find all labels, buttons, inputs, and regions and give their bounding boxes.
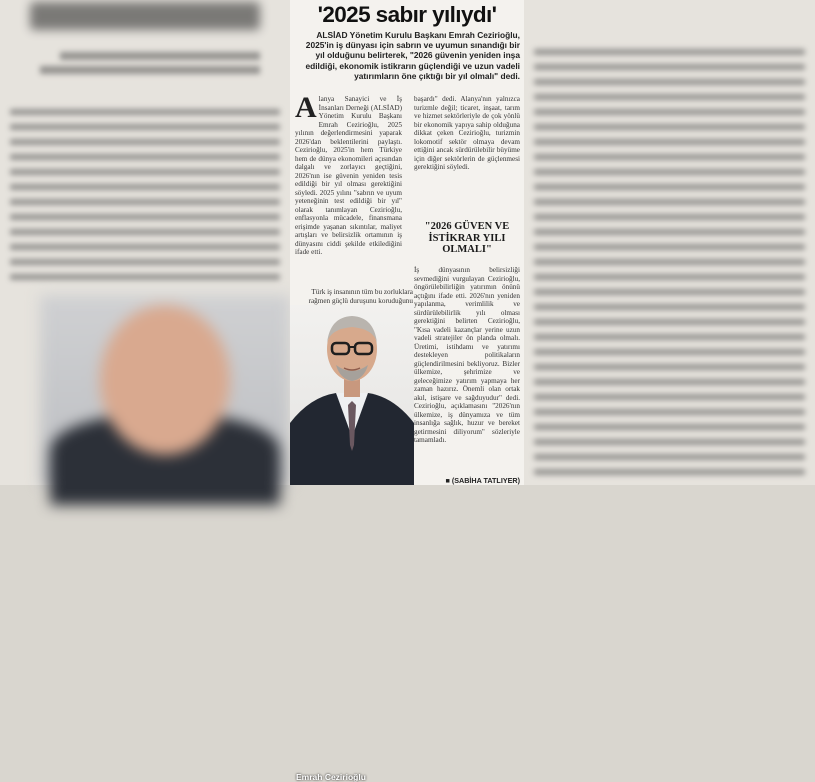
blurred-lead-line <box>40 66 260 74</box>
article-column-left <box>295 91 402 257</box>
column-right-text-1: başardı" dedi. Alanya'nın yalnızca turizmle değil; ticaret, inşaat, tarım ve hizmet sektörleriyle de çok yönlü bir ekonomik yapıya sahip olduğuna dikkat çeken Cezirioğlu, turizmin lokomotif sektör olmaya devam ettiğini ancak sürdürülebilir büyüme için diğer sektörlerin de güçlenmesi gerektiğini söyledi. <box>414 95 520 171</box>
column-left-text: lanya Sanayici ve İş İnsanları Derneği (ALSİAD) Yönetim Kurulu Başkanı Emrah Cezirioğlu, 2025 yılının değerlendirmesini yaparak 2026'dan beklentilerini paylaştı. Cezirioğlu, 2025'in hem Türkiye hem de dünya ekonomileri açısından dalgalı ve zorlayıcı geçtiğini, 2026'nın ise güvenin yeniden tesis edildiği bir yıl olması gerektiğini söyledi. 2025 yılını "sabrın ve uyum yeteneğinin test edildiği bir yıl" olarak tanımlayan Cezirioğlu, enflasyonla mücadele, finansmana erişimde yaşanan sıkıntılar, maliyet artışları ve belirsizlik ortamının iş dünyasını ciddi şekilde etkilediğini ifade etti. <box>295 95 402 256</box>
article-lead: ALSİAD Yönetim Kurulu Başkanı Emrah Cezirioğlu, 2025'in iş dünyası için sabrın ve uyumun sınandığı bir yıl olduğunu belirterek, "2026 güvenin yeniden inşa edildiği, ekonomik istikrarın güçlendiği ve uzun vadeli yatırımların öne çıktığı bir yıl olmalı" dedi. <box>305 30 520 81</box>
column-wrap-text: Türk iş insanının tüm bu zorluklara rağmen güçlü duruşunu koruduğunu <box>308 288 413 305</box>
article-headline: '2025 sabır yılıydı' <box>317 2 497 27</box>
article-column-right <box>414 95 520 172</box>
photo-caption: Emrah Cezirioğlu <box>296 772 366 782</box>
blurred-left-page <box>0 0 290 485</box>
article-column-right-lower <box>414 266 520 445</box>
article-byline: ■ (SABİHA TATLIYER) <box>445 476 520 485</box>
blurred-body-text <box>534 40 805 485</box>
portrait-photo <box>290 305 414 782</box>
blurred-portrait <box>40 295 290 485</box>
drop-cap: A <box>295 91 317 124</box>
column-right-text-2: İş dünyasının belirsizliği sevmediğini vurgulayan Cezirioğlu, öngörülebilirliğin yatırımın önünü açtığını ifade etti. 2026'nın yeniden yapılanma, verimlilik ve sürdürülebilirlik yılı olması gerektiğini belirten Cezirioğlu, "Kısa vadeli kazançlar yerine uzun vadeli stratejiler ön planda olmalı. Üretimi, istihdamı ve yatırımı destekleyen politikaların güçlendirilmesini bekliyoruz. Bizler ülkemize, şehrimize ve geleceğimize yatırım yapmaya her zaman hazırız. Önemli olan ortak akıl, istişare ve sağduyudur" dedi. Cezirioğlu, açıklamasını "2026'nın ülkemize, iş dünyamıza ve tüm insanlığa sağlık, huzur ve bereket getirmesini diliyorum" sözleriyle tamamladı. <box>414 266 520 444</box>
article-subheading: "2026 GÜVEN VE İSTİKRAR YILI OLMALI" <box>424 221 510 255</box>
portrait-image <box>290 305 414 485</box>
blurred-lead-line <box>60 52 260 60</box>
blurred-headline <box>30 2 260 30</box>
blurred-right-page <box>524 0 815 485</box>
news-article <box>290 0 524 782</box>
